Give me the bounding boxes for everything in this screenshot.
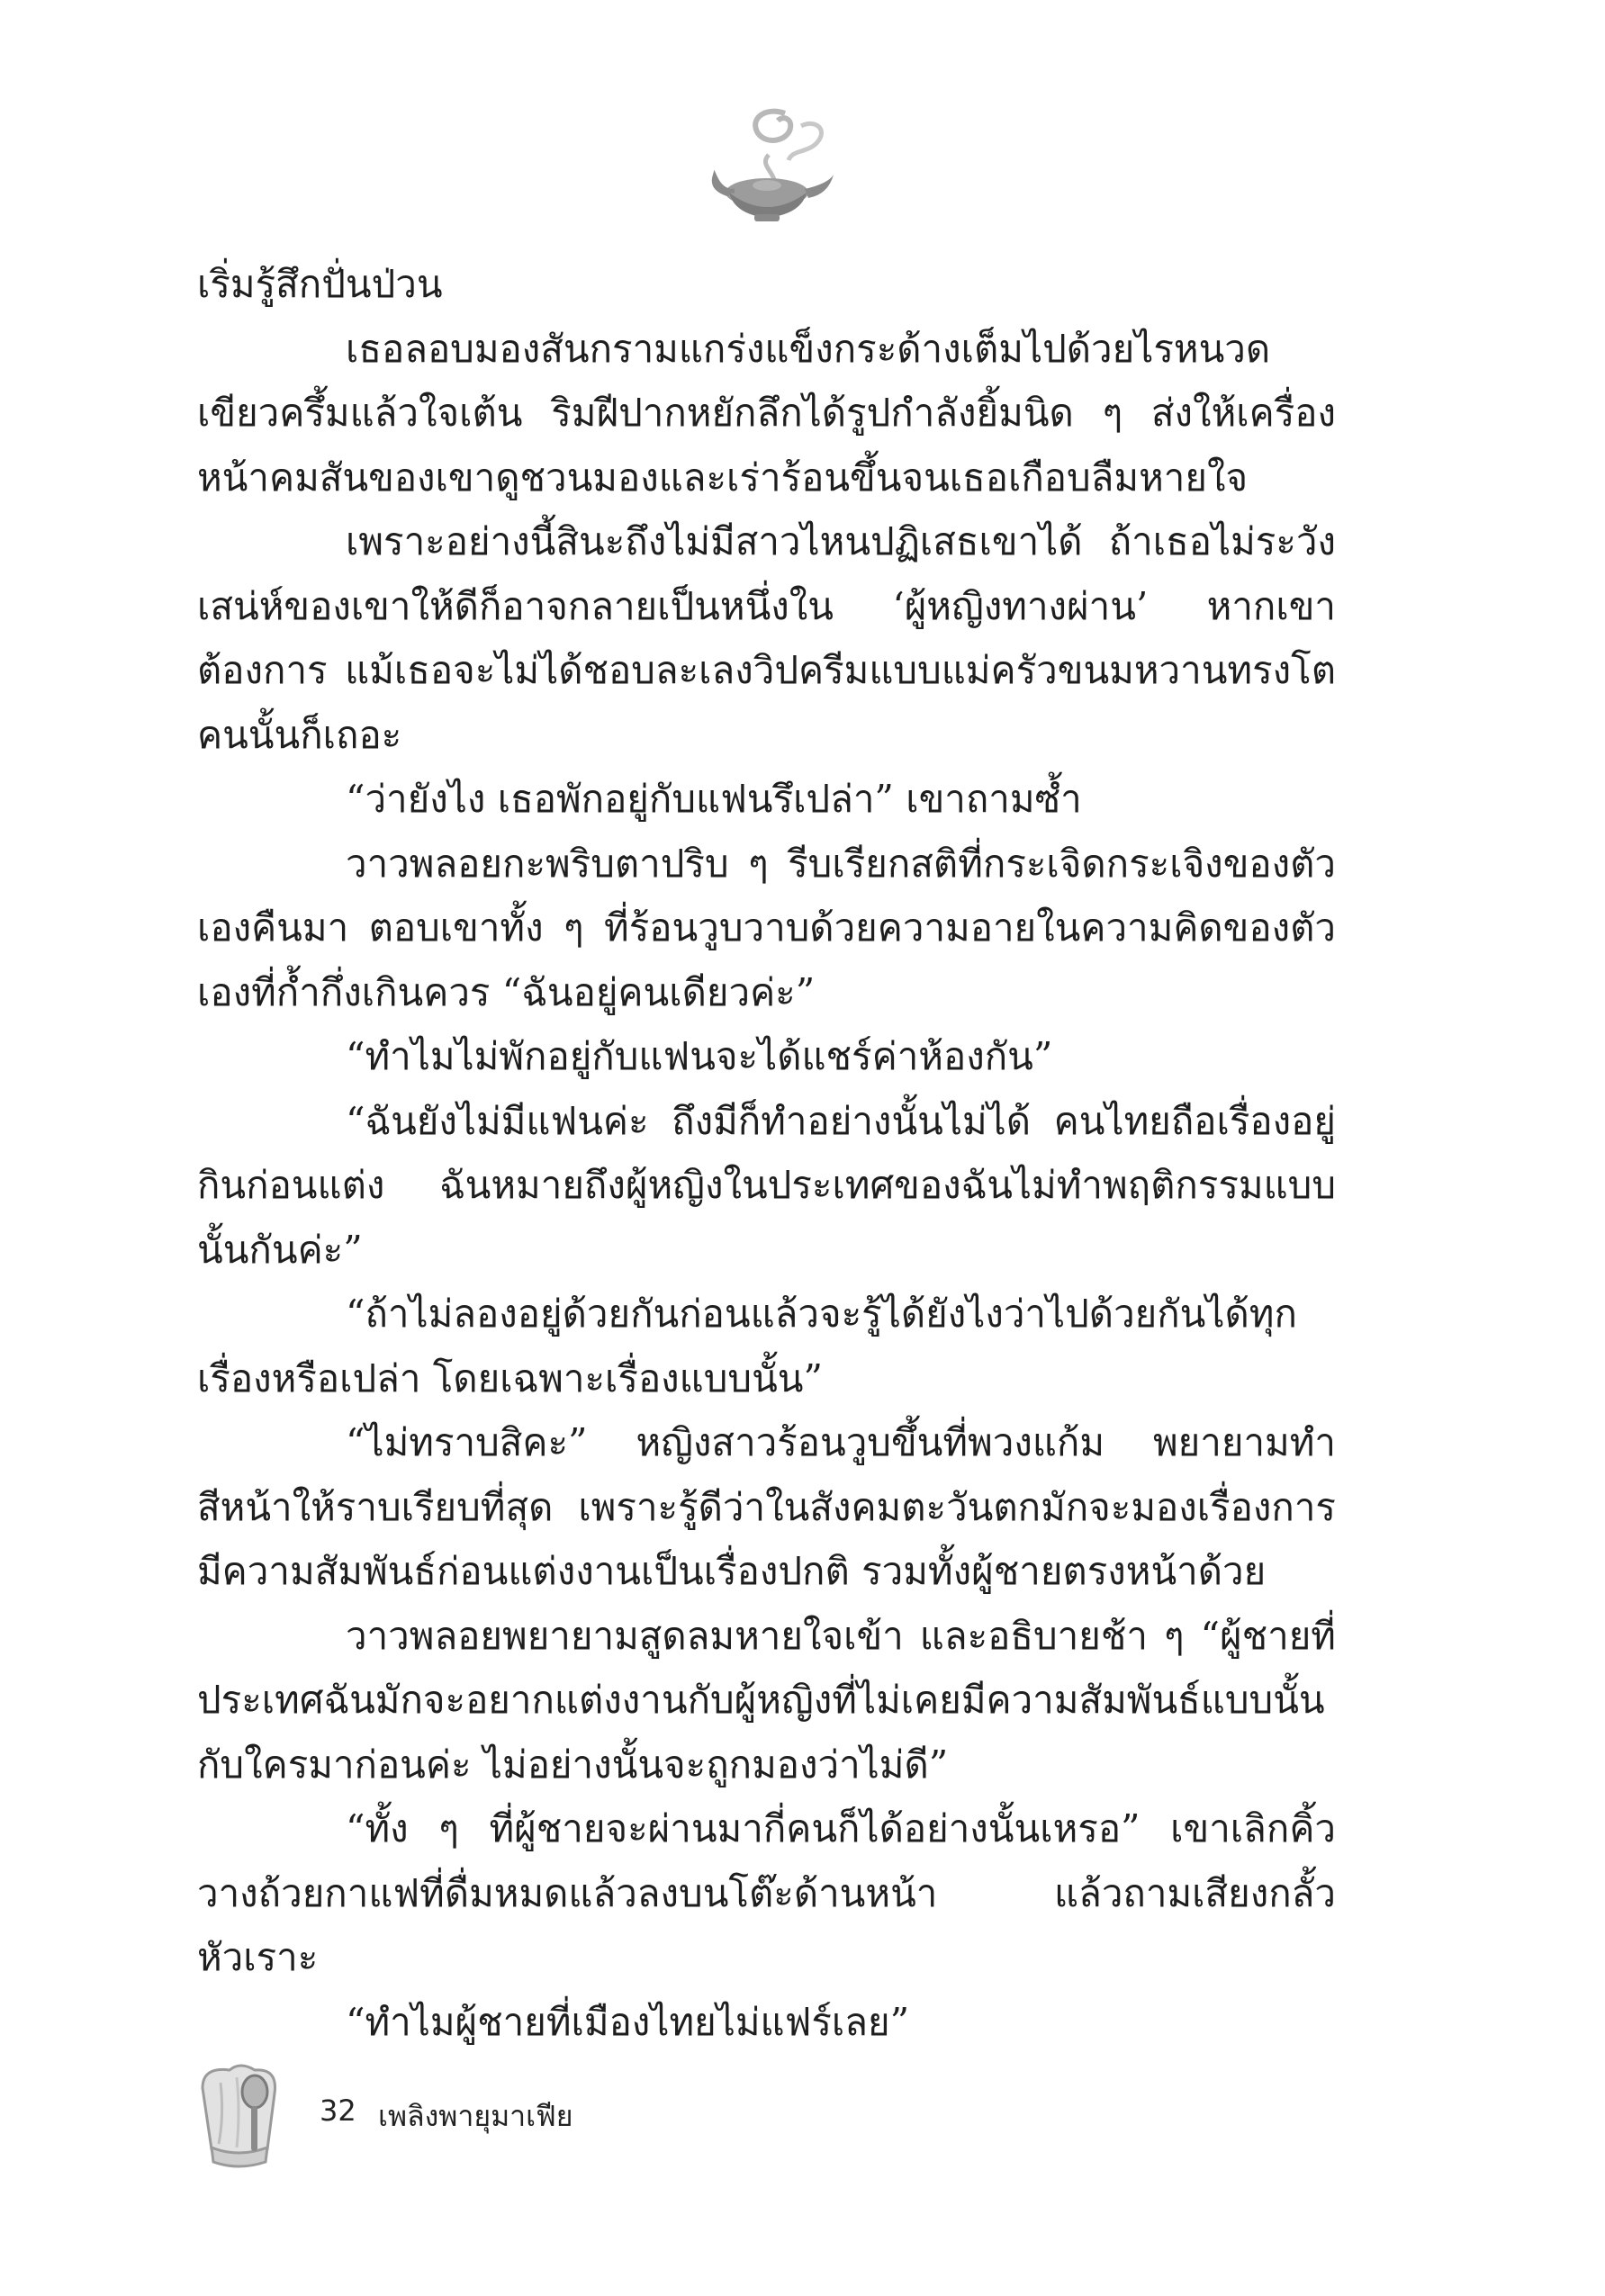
paragraph: “ทำไมไม่พักอยู่กับแฟนจะได้แชร์ค่าห้องกัน”: [346, 1034, 1053, 1078]
genie-lamp-icon: [702, 106, 837, 228]
book-title: เพลิงพายุมาเฟีย: [378, 2099, 573, 2133]
paragraph: “ฉันยังไม่มีแฟนค่ะ ถึงมีก็ทำอย่างนั้นไม่ได้ คนไทยถือเรื่องอยู่กินก่อนแต่ง ฉันหมายถึงผู้หญิงในประเทศของฉันไม่ทำพฤติกรรมแบบนั้นกันค่ะ”: [197, 1098, 1336, 1272]
chef-hat-icon: [185, 2061, 293, 2169]
paragraph: วาวพลอยกะพริบตาปริบ ๆ รีบเรียกสติที่กระเจิดกระเจิงของตัวเองคืนมา ตอบเขาทั้ง ๆ ที่ร้อนวูบวาบด้วยความอายในความคิดของตัวเองที่ก้ำกึ่งเกินควร “ฉันอยู่คนเดียวค่ะ”: [197, 841, 1336, 1014]
paragraph: “ไม่ทราบสิคะ” หญิงสาวร้อนวูบขึ้นที่พวงแก้ม พยายามทำสีหน้าให้ราบเรียบที่สุด เพราะรู้ดีว่าในสังคมตะวันตกมักจะมองเรื่องการมีความสัมพันธ์ก่อนแต่งงานเป็นเรื่องปกติ รวมทั้งผู้ชายตรงหน้าด้วย: [197, 1420, 1336, 1593]
paragraph: “ถ้าไม่ลองอยู่ด้วยกันก่อนแล้วจะรู้ได้ยังไงว่าไปด้วยกันได้ทุกเรื่องหรือเปล่า โดยเฉพาะเรื่องแบบนั้น”: [197, 1292, 1297, 1400]
paragraph: เพราะอย่างนี้สินะถึงไม่มีสาวไหนปฏิเสธเขาได้ ถ้าเธอไม่ระวังเสน่ห์ของเขาให้ดีก็อาจกลายเป็นหนึ่งใน ‘ผู้หญิงทางผ่าน’ หากเขาต้องการ แม้เธอจะไม่ได้ชอบละเลงวิปครีมแบบแม่ครัวขนมหวานทรงโตคนนั้นก็เถอะ: [197, 519, 1336, 757]
page-footer: [185, 2061, 725, 2169]
story-text: [197, 252, 1336, 2054]
paragraph: “ทำไมผู้ชายที่เมืองไทยไม่แฟร์เลย”: [346, 1999, 910, 2044]
paragraph: วาวพลอยพยายามสูดลมหายใจเข้า และอธิบายช้า ๆ “ผู้ชายที่ประเทศฉันมักจะอยากแต่งงานกับผู้หญิงที่ไม่เคยมีความสัมพันธ์แบบนั้นกับใครมาก่อนค่ะ ไม่อย่างนั้นจะถูกมองว่าไม่ดี”: [197, 1613, 1336, 1787]
paragraph: “ว่ายังไง เธอพักอยู่กับแฟนรึเปล่า” เขาถามซ้ำ: [346, 777, 1082, 821]
paragraph: เริ่มรู้สึกปั่นป่วน: [197, 262, 443, 306]
paragraph: “ทั้ง ๆ ที่ผู้ชายจะผ่านมากี่คนก็ได้อย่างนั้นเหรอ” เขาเลิกคิ้ววางถ้วยกาแฟที่ดื่มหมดแล้วลงบนโต๊ะด้านหน้า แล้วถามเสียงกลั้วหัวเราะ: [197, 1806, 1336, 1979]
paragraph: เธอลอบมองสันกรามแกร่งแข็งกระด้างเต็มไปด้วยไรหนวดเขียวครึ้มแล้วใจเต้น ริมฝีปากหยักลึกได้รูปกำลังยิ้มนิด ๆ ส่งให้เครื่องหน้าคมสันของเขาดูชวนมองและเร่าร้อนขึ้นจนเธอเกือบลืมหายใจ: [197, 326, 1336, 500]
page-number: 32: [320, 2093, 356, 2128]
